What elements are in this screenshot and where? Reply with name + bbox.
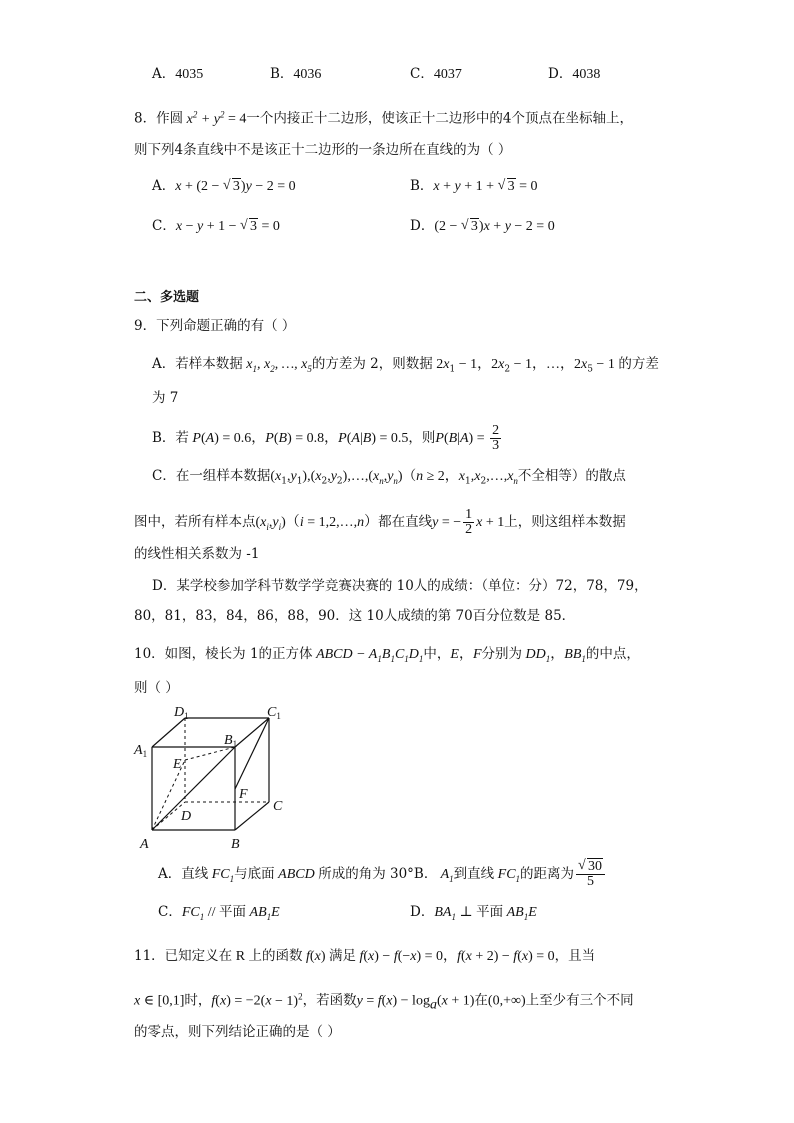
q10-option-d: D．$BA_1$ ⊥ 平面 $AB_1E$ <box>410 904 537 922</box>
q11-stem-line2: x ∈ [0,1]时，$f(x) = -2(x - 1)^2$，若函数$y = f(x) - \log_a(x + 1)$在(0,+∞)上至少有三个不同 <box>134 991 634 1013</box>
label-B: B <box>231 837 240 852</box>
q9-option-c: C．在一组样本数据$(x_1,y_1),(x_2,y_2),\dots,(x_n,y_n)(n \ge 2$，$x_1,x_2,\dots,x_n$不全相等）的散点 <box>152 468 626 487</box>
label-E: E <box>173 757 182 772</box>
q10-stem-line2: 则（ ） <box>134 680 179 696</box>
edge-BC <box>235 802 269 830</box>
q10-option-c: C．$FC_1$ // 平面 $AB_1E$ <box>158 904 280 922</box>
q9-option-a: A．若样本数据 $x_1$, $x_2$, …, $x_5$的方差为 2，则数据 $2x_1 - 1$，$2x_2 - 1$，…，$2x_5 - 1$ 的方差 <box>152 356 659 375</box>
q11-stem-line3: 的零点，则下列结论正确的是（ ） <box>134 1024 341 1040</box>
q10-option-a-b: A．直线 $FC_1$与底面 ABCD 所成的角为 30°B． $A_1$到直线 $FC_1$的距离为 √ $\frac{30}{5}$ <box>158 860 607 889</box>
hidden-segment-EB1 <box>185 747 235 760</box>
q7-option-a: A．4035 <box>152 66 204 82</box>
label-D1: $D_1$ <box>174 705 189 721</box>
label-A: A <box>140 837 149 852</box>
q11-stem: 11．已知定义在 R 上的函数 f(x) 满足 f(x) − f(−x) = 0，f(x + 2) − f(x) = 0，且当 <box>134 948 596 964</box>
label-B1: $B_1$ <box>224 733 238 749</box>
q9-option-c-cont2: 的线性相关系数为 -1 <box>134 546 260 562</box>
section-title: 二、多选题 <box>134 290 200 305</box>
q7-option-b: B．4036 <box>270 66 322 82</box>
label-F: F <box>239 787 248 802</box>
q9-option-a-cont: 为 7 <box>152 390 179 406</box>
q7-option-c: C．4037 <box>410 66 462 82</box>
segment-FC1 <box>235 718 269 789</box>
q7-option-d: D．4038 <box>548 66 601 82</box>
q8-option-b: B．x + y + 1 + √ 3 = 0 <box>410 176 537 197</box>
q10-stem: 10．如图，棱长为 1的正方体 ABCD − $A_1B_1C_1D_1$中，E，F分别为 $DD_1$，$BB_1$的中点， <box>134 646 640 664</box>
edge-B1C1 <box>235 718 269 747</box>
q9-option-d-cont: 80，81，83，84，86，88，90．这 10人成绩的第 70百分位数是 85． <box>134 608 576 624</box>
cube-figure <box>128 702 298 852</box>
q8-option-d: D．(2 − √ 3)x + y − 2 = 0 <box>410 216 555 237</box>
q9-option-d: D．某学校参加学科节数学学竞赛决赛的 10人的成绩：（单位：分）72，78，79， <box>152 578 648 594</box>
q9-option-b: B．若 P(A) = 0.6，P(B) = 0.8，P(A|B) = 0.5，则P(B|A) = $\frac{2}{3}$ <box>152 423 500 453</box>
q9-stem: 9．下列命题正确的有（ ） <box>134 318 296 334</box>
q8-stem-line2: 则下列4条直线中不是该正十二边形的一条边所在直线的为（ ） <box>134 142 512 158</box>
q8-stem: 8．作圆 $x^2 + y^2 = 4$一个内接正十二边形，使该正十二边形中的4个顶点在坐标轴上， <box>134 109 633 127</box>
label-D: D <box>181 809 192 824</box>
q8-option-a: A．x + (2 − √ 3)y − 2 = 0 <box>152 176 296 197</box>
edge-A1D1 <box>152 718 185 747</box>
segment-AB1 <box>152 747 235 830</box>
label-C1: $C_1$ <box>267 705 281 721</box>
q9-option-c-cont: 图中，若所有样本点$(x_i,y_i)(i$ = 1,2,…,n）都在直线y = − $\frac{1}{2}$ x + 1上，则这组样本数据 <box>134 507 626 537</box>
label-A1: $A_1$ <box>134 743 148 759</box>
q8-option-c: C．x − y + 1 − √ 3 = 0 <box>152 216 280 237</box>
label-C: C <box>273 799 283 814</box>
